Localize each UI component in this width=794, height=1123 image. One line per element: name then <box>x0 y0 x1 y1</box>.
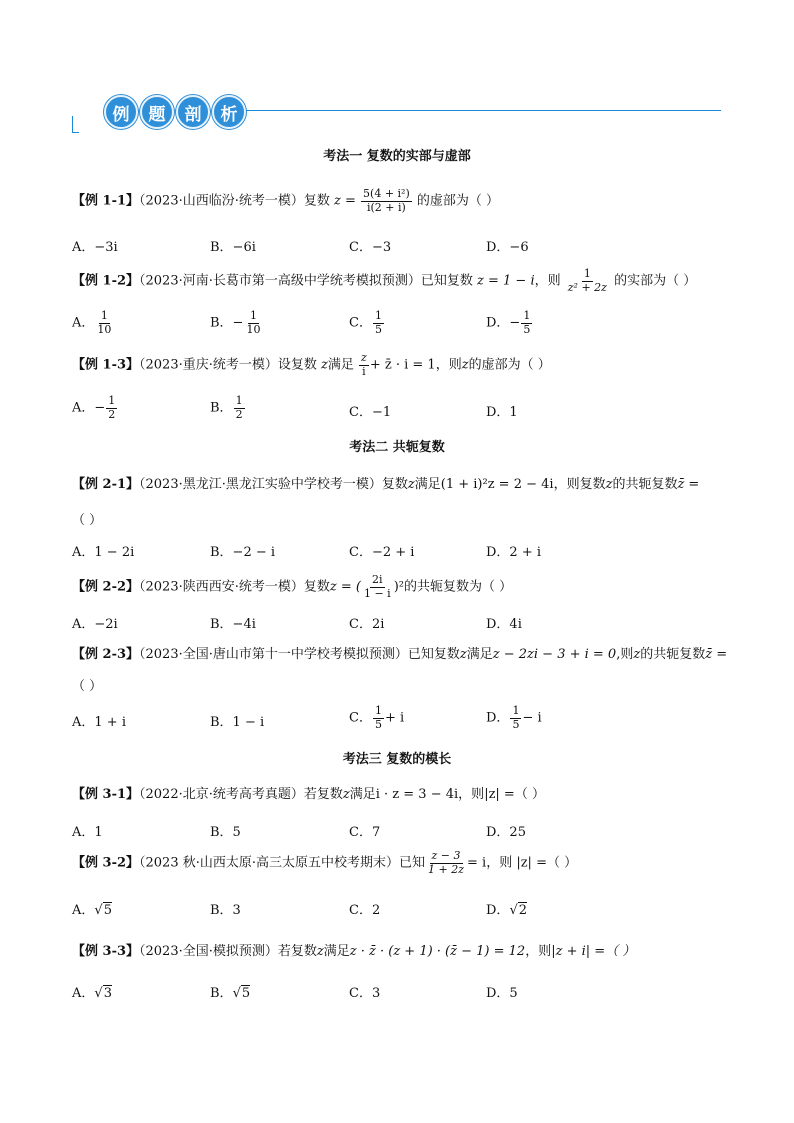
option-prefix: A． <box>72 315 95 331</box>
fraction-num: 1 <box>583 267 591 280</box>
fraction-den: 5 <box>512 717 520 731</box>
option-prefix: D． <box>486 710 510 726</box>
question-3-3 <box>72 940 635 959</box>
question-tag: 【例 2-1】 <box>72 477 140 492</box>
option-prefix: D．− <box>486 315 521 331</box>
option-a[interactable]: A．1 + i <box>72 715 126 730</box>
option-b[interactable]: B．3 <box>210 903 241 918</box>
option-c[interactable]: C．2 <box>349 903 381 918</box>
question-source: （2023·全国·唐山市第十一中学校考模拟预测）已知复数 <box>139 647 460 662</box>
option-a[interactable]: A．1 − 2i <box>72 545 135 560</box>
fraction-den: 1 − i <box>363 586 391 600</box>
expr-lhs: z = <box>334 193 356 209</box>
question-tag: 【例 3-1】 <box>72 787 140 802</box>
fraction-den: i(2 + i) <box>366 200 406 214</box>
fraction <box>244 310 262 336</box>
option-a[interactable]: A．√5 <box>72 903 112 918</box>
option-b[interactable]: B．√5 <box>210 986 251 1001</box>
question-tag: 【例 2-3】 <box>72 647 140 662</box>
option-a[interactable]: A．√3 <box>72 986 112 1001</box>
question-mid: ，则 <box>458 787 485 802</box>
option-a[interactable]: A．1 <box>72 825 103 840</box>
option-b[interactable]: B．−4i <box>210 617 256 632</box>
option-a[interactable] <box>72 310 114 336</box>
question-2-2 <box>72 574 512 600</box>
option-c[interactable]: C．−3 <box>349 240 392 255</box>
question-tail: 的实部为（ ） <box>614 273 697 289</box>
zbar: z̄ = <box>705 647 728 662</box>
option-prefix: A． <box>72 903 95 918</box>
fraction-den: 1 + 2z <box>428 862 465 876</box>
fraction-num: 5(4 + i²) <box>363 187 410 200</box>
var-z: z <box>461 357 469 373</box>
question-tail: = i，则 |z| =（ ） <box>467 855 578 871</box>
fraction-den: i <box>362 364 366 378</box>
fraction <box>362 574 393 600</box>
option-prefix: A． <box>72 986 95 1001</box>
expr: (1 + i)²z = 2 − 4i <box>440 477 554 492</box>
answer-paren: （ ） <box>72 513 103 528</box>
fraction-den: 5 <box>523 322 531 336</box>
option-prefix: A．− <box>72 400 106 416</box>
expr: i · z = 3 − 4i <box>375 787 459 802</box>
option-c[interactable]: C．−2 + i <box>349 545 415 560</box>
option-c[interactable]: C．−1 <box>349 405 392 420</box>
question-mid: 满足 <box>349 787 376 802</box>
badge-li: 例 <box>104 95 138 129</box>
option-prefix: D． <box>486 903 510 918</box>
fraction-num: z − 3 <box>431 849 461 862</box>
question-tail: |z + i| =（ ） <box>551 944 636 959</box>
question-tail: 的共轭复数为（ ） <box>403 579 513 595</box>
question-source: （2023·黑龙江·黑龙江实验中学校考一模）复数 <box>139 477 408 492</box>
question-tag: 【例 3-2】 <box>72 855 140 871</box>
question-source: （2023·重庆·统考一模）设复数 <box>139 357 317 373</box>
fraction-num: 1 <box>374 704 382 717</box>
option-d[interactable]: D．4i <box>486 617 522 632</box>
question-1-2 <box>72 268 696 294</box>
question-mid: 满足 <box>327 357 354 373</box>
fraction-num: 2i <box>372 573 383 586</box>
section-header-badges <box>104 95 246 129</box>
question-tail: 的共轭复数 <box>612 477 678 492</box>
question-mid: ,则 <box>616 647 634 662</box>
option-prefix: C． <box>349 315 372 331</box>
var-z: z <box>342 787 350 802</box>
question-mid: ，则 <box>435 357 462 373</box>
fraction-den: 10 <box>97 322 112 336</box>
question-mid: ，则复数 <box>553 477 606 492</box>
question-2-3 <box>72 643 727 662</box>
option-a[interactable]: A．−2i <box>72 617 118 632</box>
fraction <box>510 705 521 731</box>
question-1-3 <box>72 352 551 378</box>
fraction-num: 1 <box>374 309 382 322</box>
question-mid: 满足 <box>414 477 441 492</box>
question-tag: 【例 1-2】 <box>72 273 140 289</box>
fraction <box>359 352 369 378</box>
var-z: z <box>407 477 415 492</box>
question-source: （2022·北京·统考高考真题）若复数 <box>139 787 343 802</box>
fraction-num: 1 <box>235 394 243 407</box>
fraction-num: 1 <box>512 704 520 717</box>
option-prefix: B． <box>210 400 233 416</box>
fraction <box>95 310 113 336</box>
fraction <box>373 310 384 336</box>
fraction <box>426 850 466 876</box>
question-tag: 【例 1-3】 <box>72 357 140 373</box>
expr-rhs: )² <box>393 579 404 595</box>
question-mid: ，则 <box>525 944 552 959</box>
option-d[interactable] <box>486 705 542 731</box>
option-prefix: C． <box>349 710 372 726</box>
var-z: z <box>316 944 324 959</box>
badge-pou: 剖 <box>176 95 210 129</box>
option-c[interactable]: C．2i <box>349 617 385 632</box>
badge-xi: 析 <box>212 95 246 129</box>
fraction-den: 10 <box>246 322 261 336</box>
fraction <box>106 395 117 421</box>
option-d[interactable] <box>486 310 533 336</box>
question-mid: ，则 <box>534 273 561 289</box>
var-z: z <box>605 477 613 492</box>
question-mid: 满足 <box>323 944 350 959</box>
fraction-den: 2 <box>108 407 116 421</box>
question-source: （2023·山西临汾·统考一模）复数 <box>139 193 330 209</box>
expr: z · z̄ · (z + 1) · (z̄ − 1) = 12 <box>349 944 526 959</box>
fraction-num: 1 <box>523 309 531 322</box>
question-1-1 <box>72 188 499 214</box>
question-source: （2023·陕西西安·统考一模）复数 <box>139 579 330 595</box>
section-title-3: 考法三 复数的模长 <box>342 752 452 767</box>
fraction <box>373 705 384 731</box>
option-tail: − i <box>522 710 542 726</box>
var-z: z <box>321 357 328 373</box>
option-c[interactable] <box>349 310 385 336</box>
option-b[interactable]: B．1 − i <box>210 715 265 730</box>
zbar: z̄ = <box>677 477 700 492</box>
section-title-2: 考法二 共轭复数 <box>349 440 445 455</box>
question-3-2 <box>72 850 577 876</box>
expr: z = 1 − i <box>477 273 535 289</box>
question-tag: 【例 1-1】 <box>72 193 140 209</box>
question-tail: 的虚部为（ ） <box>416 193 500 209</box>
question-source: （2023·河南·长葛市第一高级中学统考模拟预测）已知复数 <box>139 273 473 289</box>
fraction-den: 5 <box>374 322 382 336</box>
fraction-num: 1 <box>249 309 257 322</box>
question-source: （2023 秋·山西太原·高三太原五中校考期末）已知 <box>139 855 425 871</box>
question-tail: 的共轭复数 <box>640 647 706 662</box>
option-b[interactable]: B．−2 − i <box>210 545 276 560</box>
fraction-num: 1 <box>108 394 116 407</box>
option-b[interactable]: B．−6i <box>210 240 256 255</box>
option-d[interactable]: D．5 <box>486 986 518 1001</box>
fraction <box>361 188 412 214</box>
badge-ti: 题 <box>140 95 174 129</box>
expr: + z̄ · i = 1 <box>369 357 436 373</box>
radicand: 5 <box>241 986 251 1001</box>
option-c[interactable]: C．7 <box>349 825 381 840</box>
header-corner <box>72 116 79 133</box>
radicand: 2 <box>518 903 528 918</box>
option-a[interactable] <box>72 395 118 421</box>
fraction-den: z² + 2z <box>567 280 607 294</box>
option-d[interactable]: D．25 <box>486 825 526 840</box>
option-b[interactable] <box>210 395 246 421</box>
question-mid: 满足 <box>466 647 493 662</box>
answer-paren: （ ） <box>72 679 103 694</box>
question-3-1 <box>72 783 545 802</box>
radicand: 3 <box>103 986 112 1001</box>
question-tail: 的虚部为（ ） <box>468 357 551 373</box>
question-tag: 【例 3-3】 <box>72 944 140 959</box>
fraction-den: 2 <box>235 407 243 421</box>
question-source: （2023·全国·模拟预测）若复数 <box>139 944 317 959</box>
expr-lhs: z = ( <box>329 579 361 595</box>
option-prefix: B． <box>210 986 233 1001</box>
question-tag: 【例 2-2】 <box>72 579 140 595</box>
fraction <box>566 268 609 294</box>
radicand: 5 <box>103 903 112 918</box>
fraction-num: 1 <box>100 309 108 322</box>
question-tail: |z| =（ ） <box>484 787 545 802</box>
var-z: z <box>633 647 641 662</box>
fraction-den: 5 <box>374 717 382 731</box>
option-d[interactable]: D．−6 <box>486 240 529 255</box>
fraction-num: z <box>361 351 367 364</box>
option-d[interactable]: D．1 <box>486 405 518 420</box>
fraction <box>234 395 245 421</box>
option-a[interactable]: A．−3i <box>72 240 118 255</box>
option-b[interactable] <box>210 310 263 336</box>
section-title-1: 考法一 复数的实部与虚部 <box>323 149 471 164</box>
option-c[interactable] <box>349 705 404 731</box>
option-b[interactable]: B．5 <box>210 825 241 840</box>
fraction <box>521 310 532 336</box>
option-d[interactable]: D．√2 <box>486 903 528 918</box>
option-tail: + i <box>384 710 405 726</box>
option-c[interactable]: C．3 <box>349 986 381 1001</box>
option-prefix: B．− <box>210 315 244 331</box>
var-z: z <box>459 647 467 662</box>
option-d[interactable]: D．2 + i <box>486 545 542 560</box>
question-2-1 <box>72 473 699 492</box>
expr: z − 2zi − 3 + i = 0 <box>492 647 617 662</box>
